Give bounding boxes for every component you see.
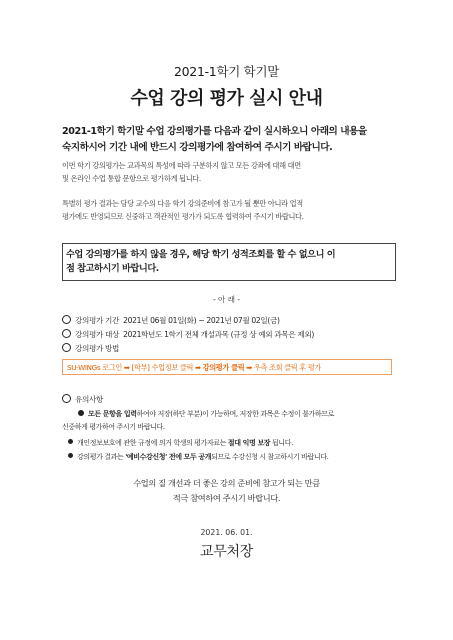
flow-step-course-info: [학부] 수업정보 클릭 xyxy=(131,363,194,372)
circle-bullet-icon xyxy=(62,329,71,338)
closing-line-1: 수업의 질 개선과 더 좋은 강의 준비에 참고가 되는 만큼 xyxy=(133,478,320,488)
arrow-right-icon: ➡ xyxy=(123,363,130,372)
target-label: 강의평가 대상 xyxy=(75,330,119,339)
circle-bullet-icon xyxy=(62,343,71,352)
warning-notice-box xyxy=(62,243,396,281)
note-anonymity xyxy=(62,437,394,450)
flow-step-login: SU-WINGs 로그인 xyxy=(67,363,122,372)
arrow-right-icon: ➡ xyxy=(246,363,252,372)
filled-bullet-icon xyxy=(68,453,73,458)
note-1-rest: 하여야 저장(하단 부분)이 가능하며, 저장한 과목은 수정이 불가하므로 xyxy=(136,410,335,418)
paragraph-2-line-1: 특별히 평가 결과는 담당 교수의 다음 학기 강의준비에 참고가 될 뿐만 아니라 업적 xyxy=(62,199,303,208)
note-1-line-2: 신중하게 평가하여 주시기 바랍니다. xyxy=(62,423,165,431)
note-2-bold: 절대 익명 보장 xyxy=(227,439,271,447)
note-2-pre: 개인정보보호에 관한 규정에 의거 학생의 평가자료는 xyxy=(77,439,228,447)
target-value: 2021학년도 1학기 전체 개설과목 (규정 상 예외 과목은 제외) xyxy=(123,330,314,339)
closing-message xyxy=(0,476,453,506)
lead-line-2: 숙지하시어 기간 내에 반드시 강의평가에 참여하여 주시기 바랍니다. xyxy=(62,141,333,153)
info-target xyxy=(62,328,402,341)
issuer-name: 교무처장 xyxy=(200,544,253,560)
document-subtitle: 2021-1학기 학기말 xyxy=(173,64,280,79)
period-value: 2021년 06월 01일(화) ~ 2021년 07월 02일(금) xyxy=(123,316,280,325)
info-method xyxy=(62,342,402,355)
info-period xyxy=(62,314,402,327)
lead-paragraph xyxy=(62,124,394,155)
flow-step-search: 우측 조회 클릭 후 평가 xyxy=(253,363,321,372)
note-1-bold: 모든 문항을 입력 xyxy=(88,410,137,418)
filled-bullet-icon xyxy=(78,410,84,416)
filled-bullet-icon xyxy=(68,439,73,444)
lead-line-1: 2021-1학기 학기말 수업 강의평가를 다음과 같이 실시하오니 아래의 내용을 xyxy=(62,126,367,137)
document-title: 수업 강의 평가 실시 안내 xyxy=(130,88,323,109)
note-3-pre: 강의평가 결과는 xyxy=(77,453,126,461)
notice-line-1: 수업 강의평가를 하지 않을 경우, 해당 학기 성적조회를 할 수 없으니 이 xyxy=(66,249,336,260)
issue-date: 2021. 06. 01. xyxy=(200,528,253,537)
paragraph-2-line-2: 평가에도 반영되므로 신중하고 객관적인 평가가 되도록 협력하여 주시기 바랍니다. xyxy=(62,212,304,221)
paragraph-evaluation-usage xyxy=(62,197,394,223)
circle-bullet-icon xyxy=(62,315,71,324)
note-3-post: 되므로 수강신청 시 참고하시기 바랍니다. xyxy=(211,453,329,461)
section-marker: - 아 래 - xyxy=(212,295,241,304)
method-label: 강의평가 방법 xyxy=(75,344,119,353)
note-results-disclosure xyxy=(62,451,394,464)
note-all-items xyxy=(62,408,394,434)
paragraph-1-line-2: 및 온라인 수업 통합 문항으로 평가하게 됩니다. xyxy=(62,174,201,183)
closing-line-2: 적극 참여하여 주시기 바랍니다. xyxy=(172,493,281,503)
arrow-right-icon: ➡ xyxy=(195,363,201,372)
circle-bullet-icon xyxy=(62,394,71,403)
paragraph-1-line-1: 이번 학기 강의평가는 교과목의 특성에 따라 구분하지 않고 모든 강좌에 대해 대면 xyxy=(62,161,301,170)
evaluation-method-flow xyxy=(62,359,392,375)
period-label: 강의평가 기간 xyxy=(75,316,119,325)
paragraph-integrated-items xyxy=(62,159,394,185)
notes-title-text: 유의사항 xyxy=(75,395,103,404)
flow-step-evaluation: 강의평가 클릭 xyxy=(202,363,245,372)
notice-line-2: 점 참고하시기 바랍니다. xyxy=(66,263,159,274)
notes-title xyxy=(62,394,103,405)
note-3-bold: '예비수강신청' 전에 모두 공개 xyxy=(125,453,212,461)
note-2-post: 됩니다. xyxy=(270,439,293,447)
